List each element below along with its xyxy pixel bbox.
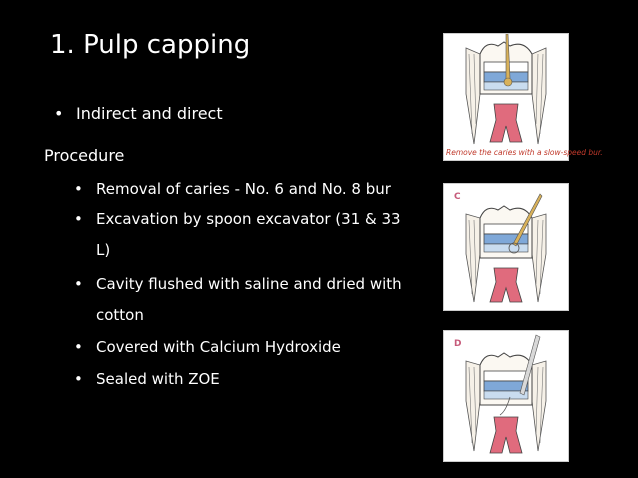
step-sealed-zoe — [74, 370, 220, 388]
figure-c-excavation — [443, 183, 569, 311]
bullet-dot-icon: • — [74, 338, 83, 356]
slide-title: 1. Pulp capping — [50, 30, 251, 60]
step-text: Covered with Calcium Hydroxide — [96, 338, 341, 356]
step-excavation — [74, 210, 401, 228]
tooth-diagram-icon — [444, 331, 568, 461]
step-removal-caries — [74, 180, 391, 198]
bullet-text: Indirect and direct — [76, 104, 223, 123]
figure-letter: C — [454, 192, 461, 202]
bullet-dot-icon: • — [74, 275, 83, 293]
step-text: Sealed with ZOE — [96, 370, 220, 388]
figure-letter: D — [454, 339, 462, 349]
step-calcium-hydroxide — [74, 338, 341, 356]
bullet-dot-icon: • — [74, 370, 83, 388]
bullet-indirect-direct — [54, 104, 223, 123]
bullet-dot-icon: • — [54, 104, 64, 123]
figure-d-capping — [443, 330, 569, 462]
figure-remove-caries — [443, 33, 603, 161]
tooth-diagram-icon — [444, 184, 568, 310]
step-text: Cavity flushed with saline and dried with — [96, 275, 402, 293]
step-flushed-continued: cotton — [96, 306, 144, 324]
step-text: Removal of caries - No. 6 and No. 8 bur — [96, 180, 391, 198]
bullet-dot-icon: • — [74, 180, 83, 198]
tooth-diagram-icon — [444, 34, 568, 160]
step-excavation-continued: L) — [96, 241, 111, 259]
procedure-heading: Procedure — [44, 146, 125, 165]
figure-caption: Remove the caries with a slow-speed bur. — [446, 148, 603, 157]
step-flushed — [74, 275, 402, 293]
bullet-dot-icon: • — [74, 210, 83, 228]
step-text: Excavation by spoon excavator (31 & 33 — [96, 210, 401, 228]
